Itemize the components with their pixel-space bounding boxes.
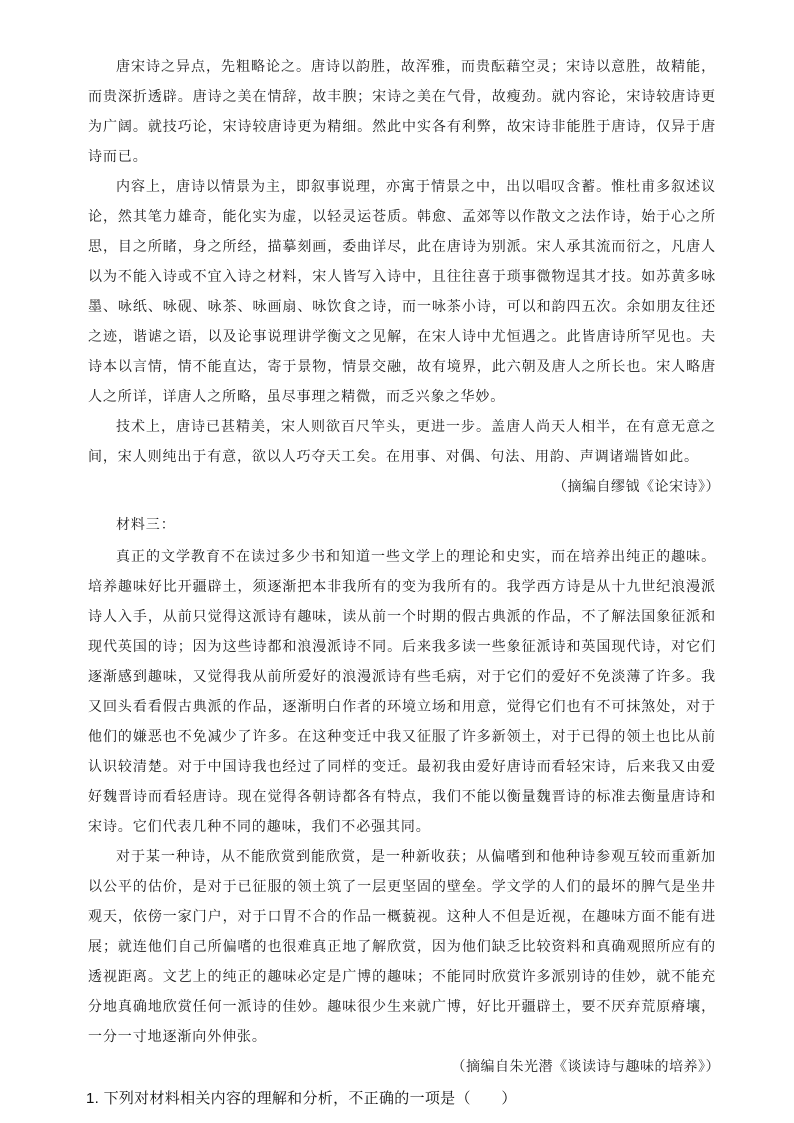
paragraph-literary-education: 真正的文学教育不在读过多少书和知道一些文学上的理论和史实，而在培养出纯正的趣味。培养趣味好比开疆辟土，须逐渐把本非我所有的变为我所有的。我学西方诗是从十九世纪浪漫派诗人入手，从前只觉得这派诗有趣味，读从前一个时期的假古典派的作品，不了解法国象征派和现代英国的诗；因为这些诗都和浪漫派诗不同。后来我多读一些象征派诗和英国现代诗，对它们逐渐感到趣味，又觉得我从前所爱好的浪漫派诗有些毛病，对于它们的爱好不免淡薄了许多。我又回头看看假古典派的作品，逐渐明白作者的环境立场和用意，觉得它们也有不可抹煞处，对于他们的嫌恶也不免减少了许多。在这种变迁中我又征服了许多新领土，对于已得的领土也比从前认识较清楚。对于中国诗我也经过了同样的变迁。最初我由爱好唐诗而看轻宋诗，后来我又由爱好魏晋诗而看轻唐诗。现在觉得各朝诗都各有特点，我们不能以衡量魏晋诗的标准去衡量唐诗和宋诗。它们代表几种不同的趣味，我们不必强其同。 xyxy=(88,549,716,835)
question-one: 1. 下列对材料相关内容的理解和分析，不正确的一项是（ ） xyxy=(86,1090,517,1107)
source-citation-zhu: （摘编自朱光潜《谈读诗与趣味的培养》） xyxy=(451,1059,720,1075)
paragraph-content: 内容上，唐诗以情景为主，即叙事说理，亦寓于情景之中，出以唱叹含蓄。惟杜甫多叙述议论，然其笔力雄奇，能化实为虚，以轻灵运苍质。韩愈、孟郊等以作散文之法作诗，始于心之所思，目之所睹，身之所经，描摹刻画，委曲详尽，此在唐诗为别派。宋人承其流而衍之，凡唐人以为不能入诗或不宜入诗之材料，宋人皆写入诗中，且往往喜于琐事微物逞其才技。如苏黄多咏墨、咏纸、咏砚、咏茶、咏画扇、咏饮食之诗，而一咏茶小诗，可以和韵四五次。余如朋友往还之迹，谐谑之语，以及论事说理讲学衡文之见解，在宋人诗中尤恒遇之。此皆唐诗所罕见也。夫诗本以言情，情不能直达，寄于景物，情景交融，故有境界，此六朝及唐人之所长也。宋人略唐人之所详，详唐人之所略，虽尽事理之精微，而乏兴象之华妙。 xyxy=(88,179,716,405)
document-body xyxy=(86,52,720,1114)
paragraph-technique: 技术上，唐诗已甚精美，宋人则欲百尺竿头，更进一步。盖唐人尚天人相半，在有意无意之间，宋人则纯出于有意，欲以人巧夺天工矣。在用事、对偶、句法、用韵、声调诸端皆如此。 xyxy=(88,419,716,465)
source-citation-miao: （摘编自缪钺《论宋诗》） xyxy=(553,479,720,495)
paragraph-differences: 唐宋诗之异点，先粗略论之。唐诗以韵胜，故浑雅，而贵酝藉空灵；宋诗以意胜，故精能，而贵深折透辟。唐诗之美在情辞，故丰腴；宋诗之美在气骨，故瘦劲。就内容论，宋诗较唐诗更为广阔。就技巧论，宋诗较唐诗更为精细。然此中实各有利弊，故宋诗非能胜于唐诗，仅异于唐诗而已。 xyxy=(88,59,716,165)
paragraph-appreciation: 对于某一种诗，从不能欣赏到能欣赏，是一种新收获；从偏嗜到和他种诗参观互较而重新加以公平的估价，是对于已征服的领土筑了一层更坚固的壁垒。学文学的人们的最坏的脾气是坐井观天，依傍一家门户，对于口胃不合的作品一概藐视。这种人不但是近视，在趣味方面不能有进展；就连他们自己所偏嗜的也很难真正地了解欣赏，因为他们缺乏比较资料和真确观照所应有的透视距离。文艺上的纯正的趣味必定是广博的趣味；不能同时欣赏许多派别诗的佳妙，就不能充分地真确地欣赏任何一派诗的佳妙。趣味很少生来就广博，好比开疆辟土，要不厌弃荒原瘠壤，一分一寸地逐渐向外伸张。 xyxy=(88,849,716,1045)
material-three-label: 材料三： xyxy=(116,517,176,533)
